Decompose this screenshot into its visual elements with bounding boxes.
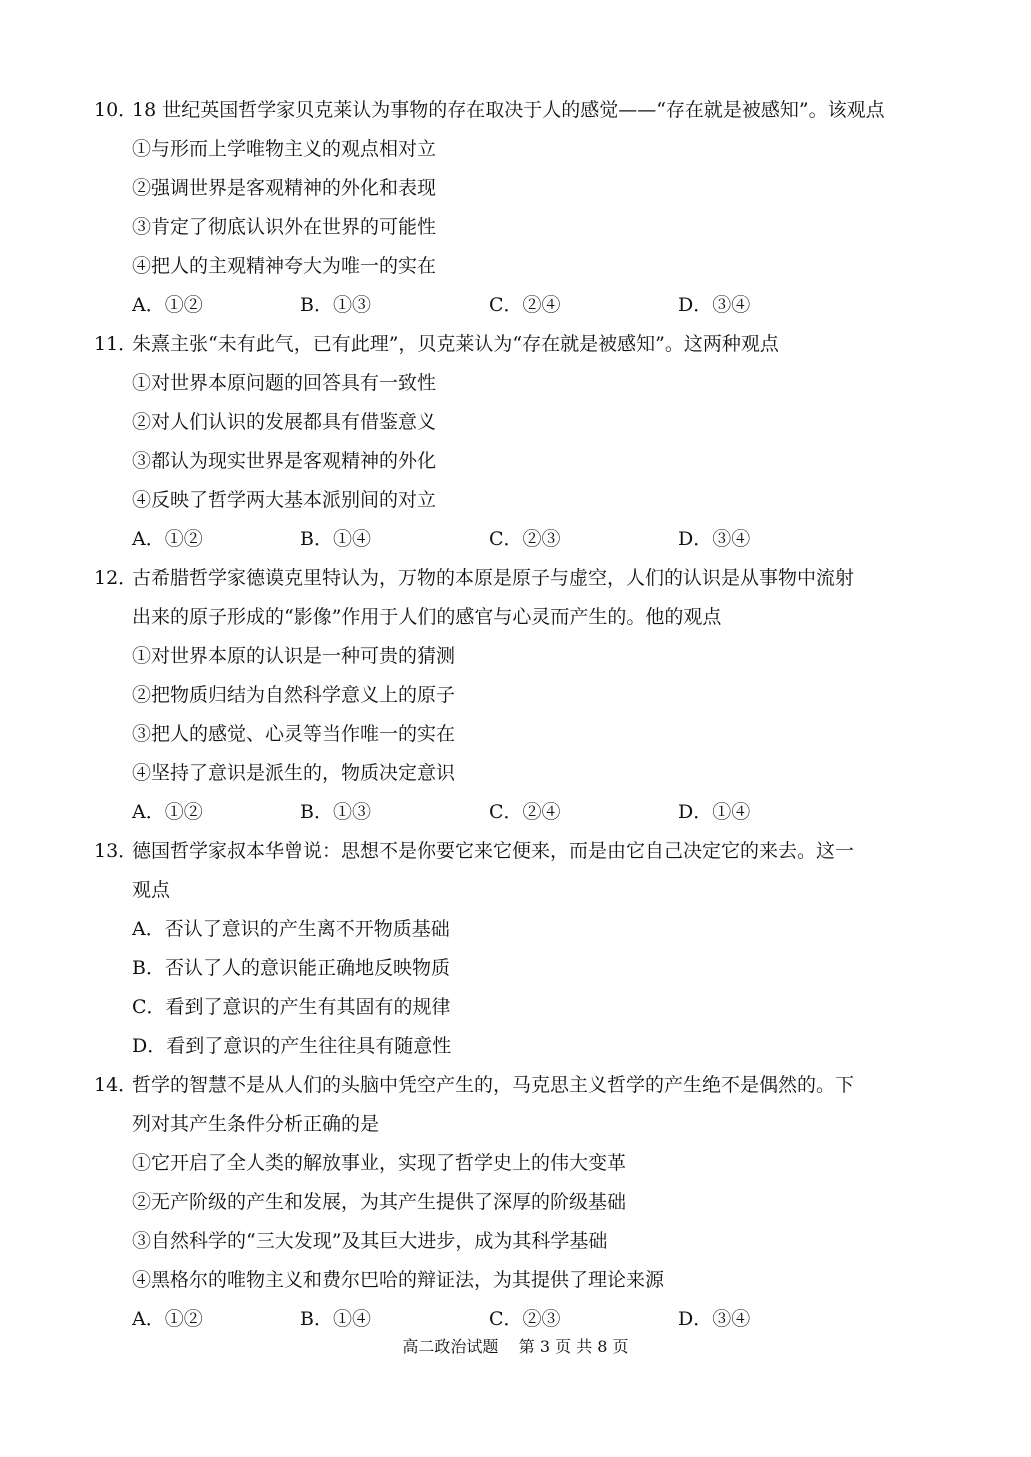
option-a: A．①② [132,294,203,316]
option-a: A．①② [132,528,203,550]
option-b: B．①③ [300,294,371,316]
question-14-options [132,1307,812,1331]
question-12-options [132,800,812,824]
option-d: D．③④ [678,294,751,316]
question-10-statement-1: ①与形而上学唯物主义的观点相对立 [132,138,437,160]
question-14-statement-2: ②无产阶级的产生和发展，为其产生提供了深厚的阶级基础 [132,1191,627,1213]
question-14-statement-3: ③自然科学的“三大发现”及其巨大进步，成为其科学基础 [132,1230,608,1252]
question-10-stem-line-1: 18 世纪英国哲学家贝克莱认为事物的存在取决于人的感觉——“存在就是被感知”。该观点 [132,99,885,121]
option-d: D．③④ [678,1308,751,1330]
option-a: A．①② [132,801,203,823]
question-11-statement-1: ①对世界本原问题的回答具有一致性 [132,372,437,394]
question-12-stem-line-2: 出来的原子形成的“影像”作用于人们的感官与心灵而产生的。他的观点 [132,606,722,628]
option-c: C．②④ [489,294,561,316]
question-10-statement-2: ②强调世界是客观精神的外化和表现 [132,177,437,199]
question-11-statement-3: ③都认为现实世界是客观精神的外化 [132,450,437,472]
question-10-options [132,293,812,317]
option-a: A．①② [132,1308,203,1330]
question-12-number: 12． [94,567,138,589]
option-c: C．②③ [489,1308,561,1330]
question-13-number: 13． [94,840,138,862]
question-13-choice-d: D．看到了意识的产生往往具有随意性 [132,1035,452,1057]
page-footer: 高二政治试题 第 3 页 共 8 页 [402,1337,629,1356]
question-14-stem-line-2: 列对其产生条件分析正确的是 [132,1113,380,1135]
question-13-stem-line-2: 观点 [132,879,171,901]
question-14-stem-line-1: 哲学的智慧不是从人们的头脑中凭空产生的，马克思主义哲学的产生绝不是偶然的。下 [132,1074,855,1096]
question-11-number: 11． [94,333,138,355]
question-10-statement-3: ③肯定了彻底认识外在世界的可能性 [132,216,437,238]
question-12-statement-3: ③把人的感觉、心灵等当作唯一的实在 [132,723,456,745]
question-12-statement-2: ②把物质归结为自然科学意义上的原子 [132,684,456,706]
option-b: B．①③ [300,801,371,823]
question-10-statement-4: ④把人的主观精神夸大为唯一的实在 [132,255,437,277]
option-b: B．①④ [300,528,371,550]
option-c: C．②③ [489,528,561,550]
question-14-statement-4: ④黑格尔的唯物主义和费尔巴哈的辩证法，为其提供了理论来源 [132,1269,665,1291]
option-b: B．①④ [300,1308,371,1330]
question-13-choice-c: C．看到了意识的产生有其固有的规律 [132,996,451,1018]
option-d: D．③④ [678,528,751,550]
question-11-statement-2: ②对人们认识的发展都具有借鉴意义 [132,411,437,433]
question-13-choice-a: A．否认了意识的产生离不开物质基础 [132,918,450,940]
option-c: C．②④ [489,801,561,823]
question-13-stem-line-1: 德国哲学家叔本华曾说：思想不是你要它来它便来，而是由它自己决定它的来去。这一 [132,840,855,862]
question-10-number: 10． [94,99,138,121]
question-12-statement-4: ④坚持了意识是派生的，物质决定意识 [132,762,456,784]
question-13-choice-b: B．否认了人的意识能正确地反映物质 [132,957,450,979]
question-12-statement-1: ①对世界本原的认识是一种可贵的猜测 [132,645,456,667]
question-11-options [132,527,812,551]
question-14-number: 14． [94,1074,138,1096]
option-d: D．①④ [678,801,751,823]
question-11-stem-line-1: 朱熹主张“未有此气，已有此理”，贝克莱认为“存在就是被感知”。这两种观点 [132,333,779,355]
question-14-statement-1: ①它开启了全人类的解放事业，实现了哲学史上的伟大变革 [132,1152,627,1174]
question-11-statement-4: ④反映了哲学两大基本派别间的对立 [132,489,437,511]
question-12-stem-line-1: 古希腊哲学家德谟克里特认为，万物的本原是原子与虚空，人们的认识是从事物中流射 [132,567,855,589]
